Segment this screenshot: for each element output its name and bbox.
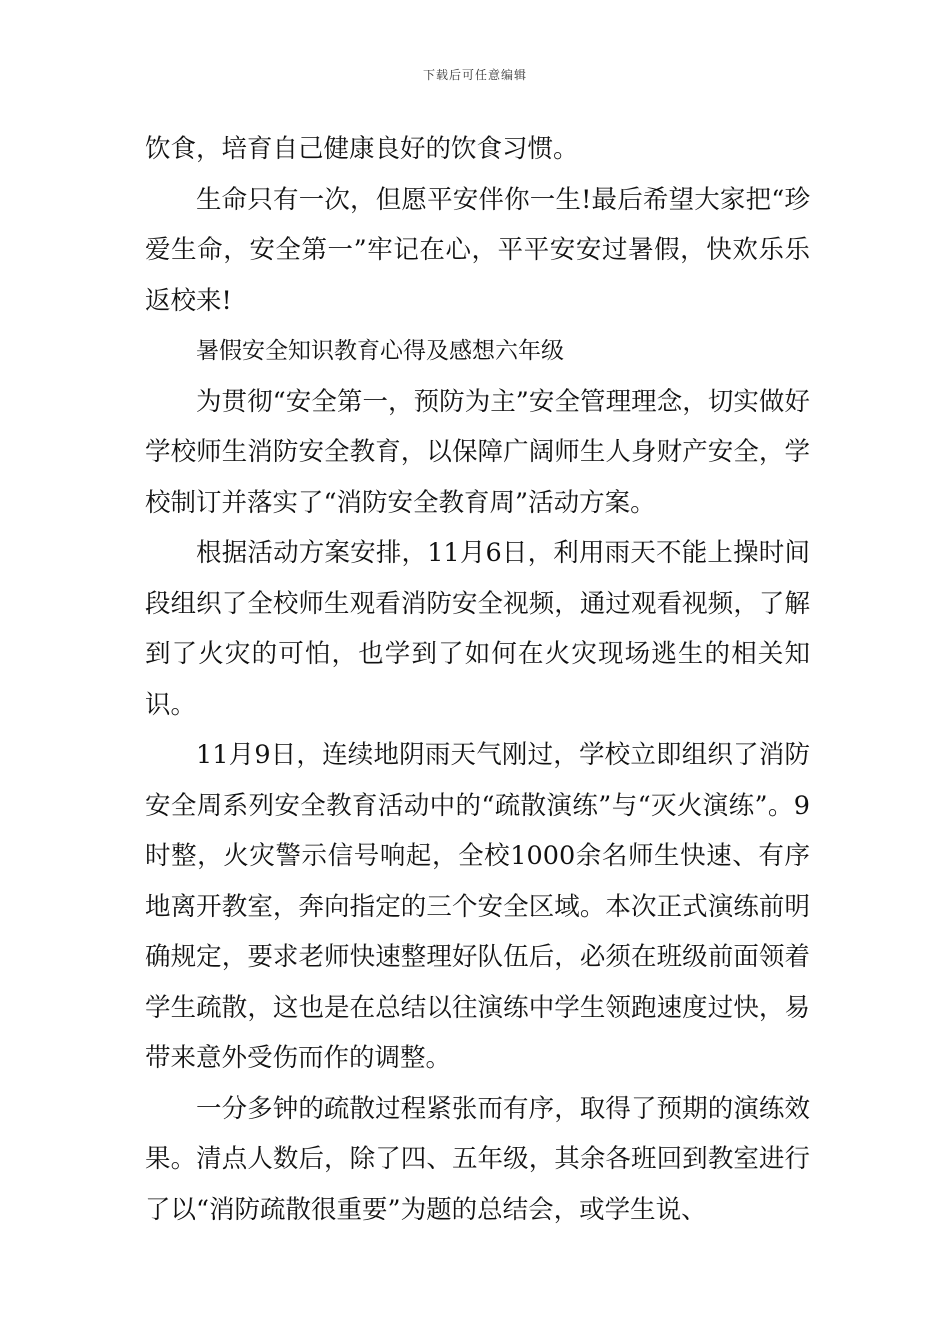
paragraph-2: 生命只有一次，但愿平安伴你一生!最后希望大家把“珍爱生命，安全第一”牢记在心，平平安安过暑假，快欢乐乐返校来! xyxy=(145,184,810,316)
paragraph-1: 饮食，培育自己健康良好的饮食习惯。 xyxy=(145,134,579,164)
page-header: 下载后可任意编辑 xyxy=(422,68,527,82)
section-title: 暑假安全知识教育心得及感想六年级 xyxy=(196,338,564,364)
paragraph-4: 根据活动方案安排，11月6日，利用雨天不能上操时间段组织了全校师生观看消防安全视频，通过观看视频，了解到了火灾的可怕，也学到了如何在火灾现场逃生的相关知识。 xyxy=(145,538,810,720)
paragraph-3: 为贯彻“安全第一，预防为主”安全管理理念，切实做好学校师生消防安全教育，以保障广阔师生人身财产安全，学校制订并落实了“消防安全教育周”活动方案。 xyxy=(145,386,810,518)
document-body xyxy=(145,124,810,1235)
paragraph-5: 11月9日，连续地阴雨天气刚过，学校立即组织了消防安全周系列安全教育活动中的“疏散演练”与“灭火演练”。9时整，火灾警示信号响起，全校1000余名师生快速、有序地离开教室，奔向指定的三个安全区域。本次正式演练前明确规定，要求老师快速整理好队伍后，必须在班级前面领着学生疏散，这也是在总结以往演练中学生领跑速度过快，易带来意外受伤而作的调整。 xyxy=(145,740,810,1073)
paragraph-6: 一分多钟的疏散过程紧张而有序，取得了预期的演练效果。清点人数后，除了四、五年级，其余各班回到教室进行了以“消防疏散很重要”为题的总结会，或学生说、 xyxy=(145,1093,810,1225)
